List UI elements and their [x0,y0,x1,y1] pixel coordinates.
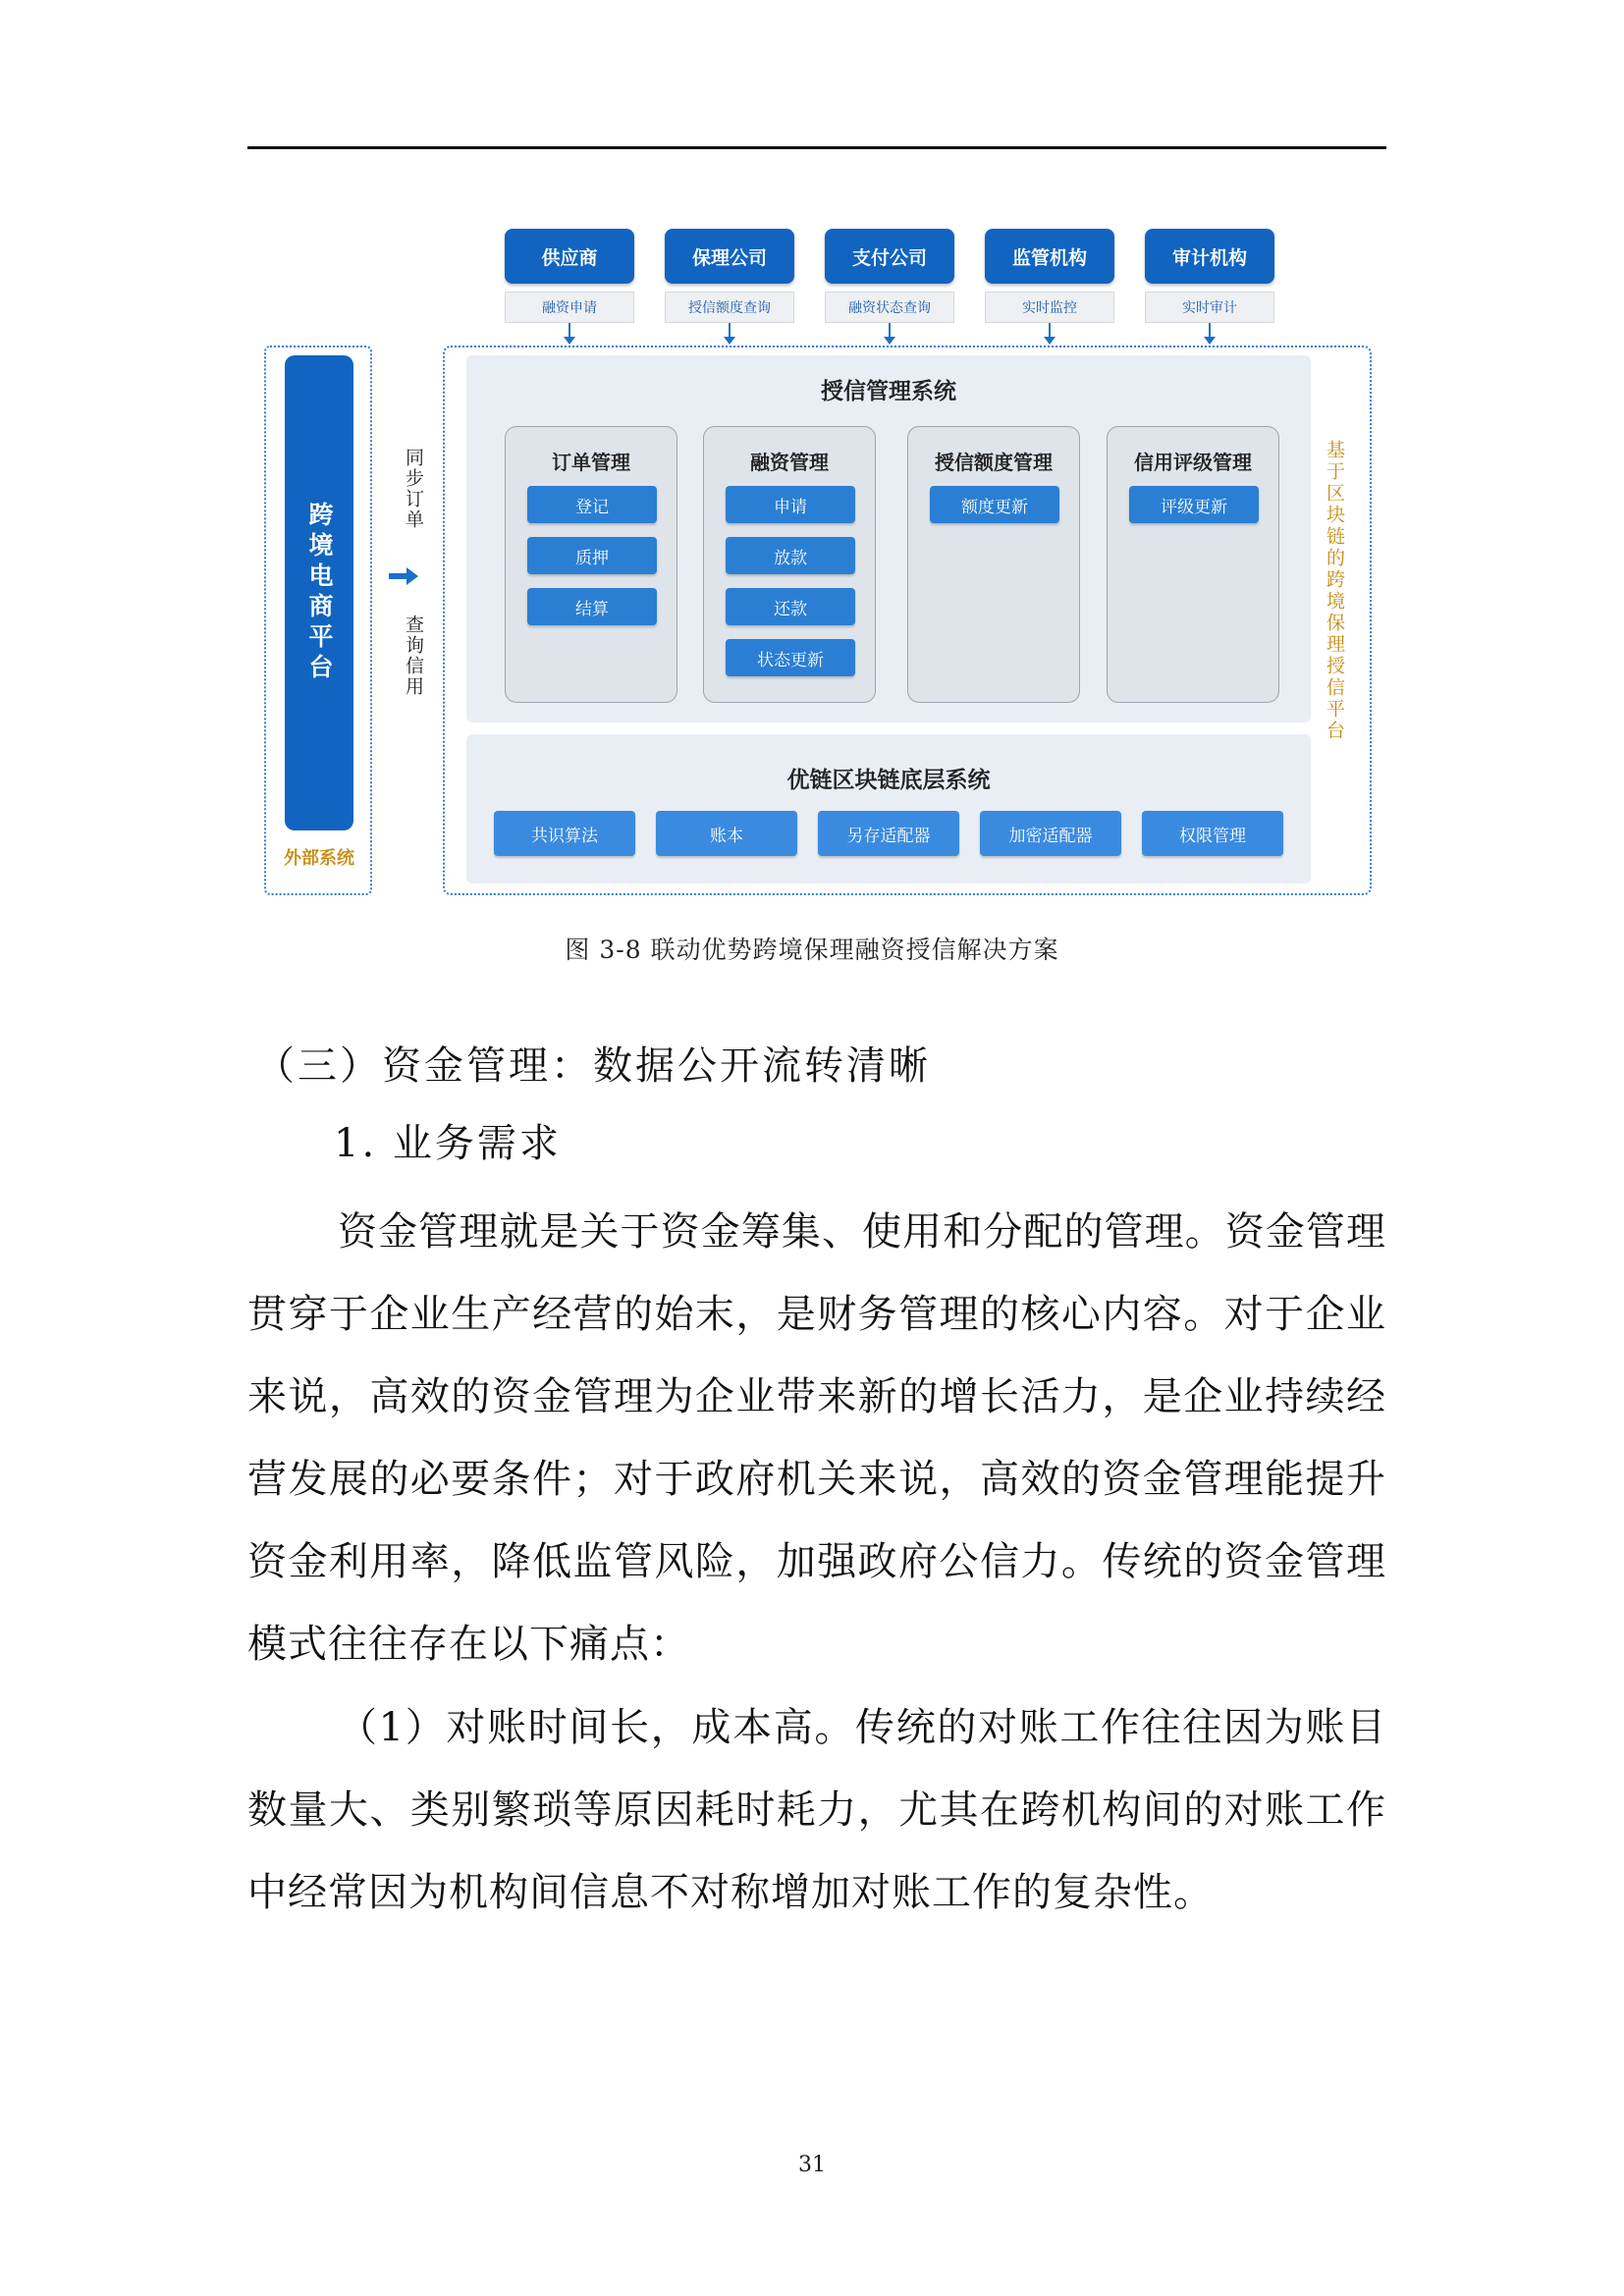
down-arrow-icon [1209,323,1211,337]
external-platform-box [285,355,353,830]
function-disburse: 放款 [726,537,855,574]
component-storage-adapter: 另存适配器 [818,811,959,856]
down-arrow-icon [729,323,731,337]
figure-caption: 图 3-8 联动优势跨境保理融资授信解决方案 [565,935,1059,964]
actor-action: 融资状态查询 [825,292,954,323]
function-register: 登记 [527,486,657,523]
paragraph: （1）对账时间长，成本高。传统的对账工作往往因为账目数量大、类别繁琐等原因耗时耗力，尤其在跨机构间的对账工作中经常因为机构间信息不对称增加对账工作的复杂性。 [247,1705,1386,1915]
module-title: 信用评级管理 [1134,451,1252,474]
subsection-heading: 1. 业务需求 [334,1121,562,1166]
function-limit-update: 额度更新 [930,486,1059,523]
actor-action: 实时审计 [1145,292,1274,323]
header-rule [247,146,1386,149]
blockchain-system-panel [466,734,1311,883]
function-rating-update: 评级更新 [1129,486,1259,523]
actor-action: 实时监控 [985,292,1114,323]
down-arrow-icon [889,323,891,337]
flow-label-query-credit: 查询信用 [403,614,424,697]
actor-action: 融资申请 [505,292,634,323]
module-credit-rating-management [1107,426,1279,703]
actor-name: 供应商 [505,229,634,284]
actor-supplier [505,229,634,337]
paragraph: 资金管理就是关于资金筹集、使用和分配的管理。资金管理贯穿于企业生产经营的始末，是财务管理的核心内容。对于企业来说，高效的资金管理为企业带来新的增长活力，是企业持续经营发展的必要条件；对于政府机关来说，高效的资金管理能提升资金利用率，降低监管风险，加强政府公信力。传统的资金管理模式往往存在以下痛点： [247,1209,1386,1667]
external-platform-label: 跨境电商平台 [305,502,334,684]
function-status-update: 状态更新 [726,639,855,676]
section-heading: （三）资金管理：数据公开流转清晰 [255,1043,931,1089]
actor-action: 授信额度查询 [665,292,794,323]
actor-factoring-company [665,229,794,337]
module-title: 订单管理 [552,451,630,474]
function-settle: 结算 [527,588,657,625]
down-arrow-icon [1049,323,1051,337]
module-title: 授信额度管理 [935,451,1053,474]
actor-auditor [1145,229,1274,337]
down-arrow-icon [568,323,570,337]
function-repay: 还款 [726,588,855,625]
actor-name: 支付公司 [825,229,954,284]
component-ledger: 账本 [656,811,797,856]
module-credit-limit-management [907,426,1080,703]
actor-regulator [985,229,1114,337]
actor-name: 保理公司 [665,229,794,284]
blockchain-system-title: 优链区块链底层系统 [786,768,991,793]
flow-label-sync-orders: 同步订单 [403,448,424,530]
module-financing-management [703,426,876,703]
platform-side-label: 基于区块链的跨境保理授信平台 [1324,440,1345,742]
function-apply: 申请 [726,486,855,523]
page-number: 31 [798,2153,826,2177]
component-consensus: 共识算法 [494,811,635,856]
actor-name: 监管机构 [985,229,1114,284]
component-permission-management: 权限管理 [1142,811,1283,856]
external-system-label: 外部系统 [284,848,354,869]
module-title: 融资管理 [750,451,829,474]
actor-payment-company [825,229,954,337]
component-crypto-adapter: 加密适配器 [980,811,1121,856]
right-arrow-icon [389,567,418,585]
credit-system-title: 授信管理系统 [821,379,956,404]
actor-name: 审计机构 [1145,229,1274,284]
function-pledge: 质押 [527,537,657,574]
module-order-management [505,426,677,703]
